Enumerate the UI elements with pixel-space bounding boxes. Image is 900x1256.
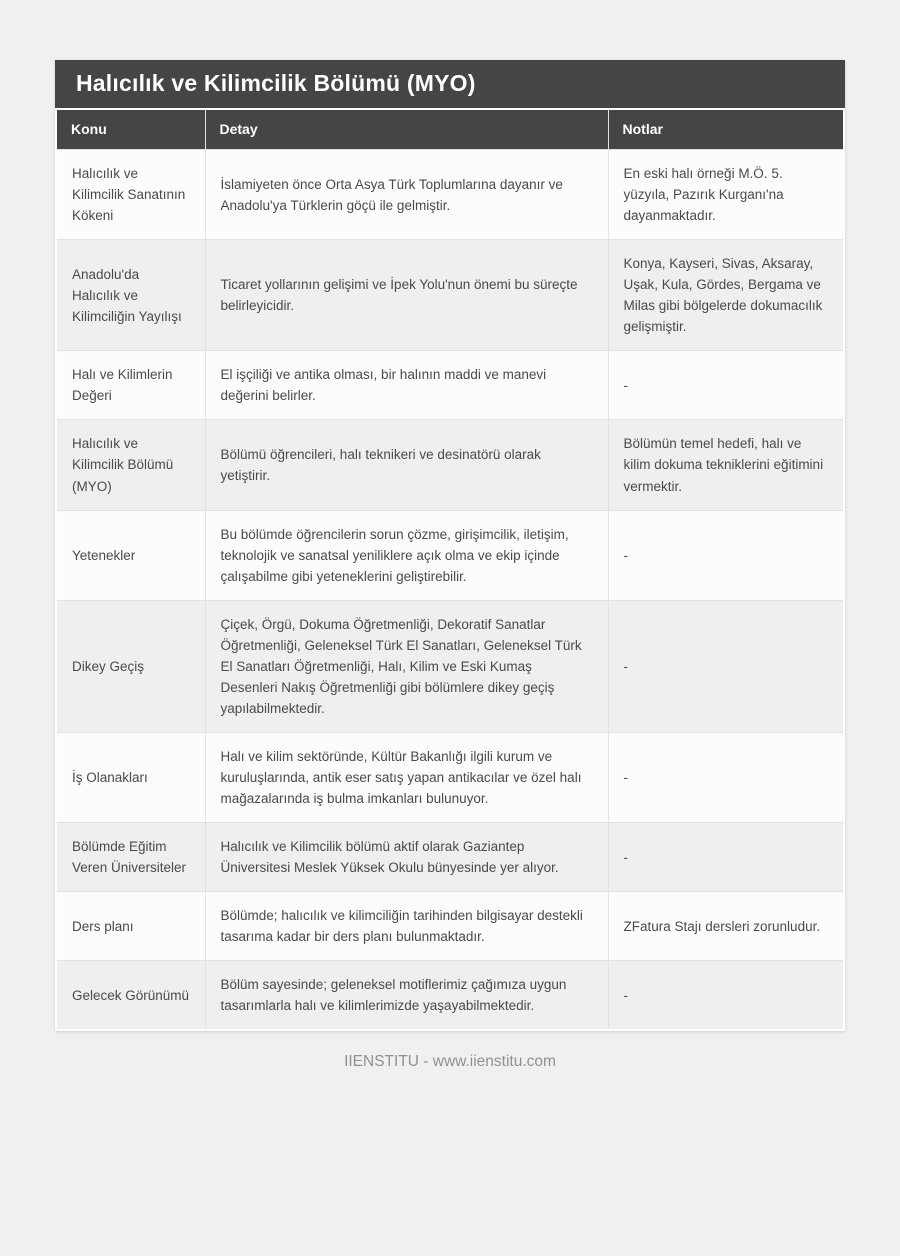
cell-konu: Halıcılık ve Kilimcilik Bölümü (MYO) <box>57 420 205 510</box>
cell-konu: Bölümde Eğitim Veren Üniversiteler <box>57 823 205 892</box>
column-header-detay: Detay <box>205 110 608 150</box>
cell-konu: İş Olanakları <box>57 732 205 822</box>
cell-detay: İslamiyeten önce Orta Asya Türk Toplumlarına dayanır ve Anadolu'ya Türklerin göçü ile gelmiştir. <box>205 150 608 240</box>
cell-notlar: - <box>608 823 843 892</box>
cell-notlar: Konya, Kayseri, Sivas, Aksaray, Uşak, Kula, Gördes, Bergama ve Milas gibi bölgelerde dokumacılık gelişmiştir. <box>608 240 843 351</box>
column-header-konu: Konu <box>57 110 205 150</box>
table-row <box>57 823 843 892</box>
info-table <box>57 110 843 1029</box>
cell-notlar: - <box>608 961 843 1030</box>
cell-notlar: ZFatura Stajı dersleri zorunludur. <box>608 892 843 961</box>
table-row <box>57 510 843 600</box>
cell-konu: Anadolu'da Halıcılık ve Kilimciliğin Yayılışı <box>57 240 205 351</box>
table-row <box>57 892 843 961</box>
column-header-notlar: Notlar <box>608 110 843 150</box>
table-row <box>57 420 843 510</box>
cell-detay: Halı ve kilim sektöründe, Kültür Bakanlığı ilgili kurum ve kuruluşlarında, antik eser satış yapan antikacılar ve özel halı mağazalarında iş bulma imkanları bulunuyor. <box>205 732 608 822</box>
cell-konu: Yetenekler <box>57 510 205 600</box>
cell-detay: El işçiliği ve antika olması, bir halının maddi ve manevi değerini belirler. <box>205 351 608 420</box>
cell-notlar: Bölümün temel hedefi, halı ve kilim dokuma tekniklerini eğitimini vermektir. <box>608 420 843 510</box>
cell-konu: Ders planı <box>57 892 205 961</box>
site-credit: IIENSTITU - www.iienstitu.com <box>344 1053 556 1071</box>
cell-konu: Halıcılık ve Kilimcilik Sanatının Kökeni <box>57 150 205 240</box>
cell-konu: Dikey Geçiş <box>57 600 205 732</box>
cell-notlar: En eski halı örneği M.Ö. 5. yüzyıla, Pazırık Kurganı'na dayanmaktadır. <box>608 150 843 240</box>
cell-notlar: - <box>608 351 843 420</box>
page-title: Halıcılık ve Kilimcilik Bölümü (MYO) <box>55 60 845 108</box>
cell-detay: Bölümü öğrencileri, halı teknikeri ve desinatörü olarak yetiştirir. <box>205 420 608 510</box>
cell-konu: Halı ve Kilimlerin Değeri <box>57 351 205 420</box>
cell-detay: Bu bölümde öğrencilerin sorun çözme, girişimcilik, iletişim, teknolojik ve sanatsal yeniliklere açık olma ve ekip içinde çalışabilme gibi yeteneklerini geliştirebilir. <box>205 510 608 600</box>
cell-konu: Gelecek Görünümü <box>57 961 205 1030</box>
table-row <box>57 240 843 351</box>
table-row <box>57 961 843 1030</box>
table-row <box>57 600 843 732</box>
table-container <box>55 108 845 1031</box>
content-card <box>55 60 845 1031</box>
cell-notlar: - <box>608 510 843 600</box>
cell-detay: Bölümde; halıcılık ve kilimciliğin tarihinden bilgisayar destekli tasarıma kadar bir ders planı bulunmaktadır. <box>205 892 608 961</box>
cell-notlar: - <box>608 600 843 732</box>
table-header-row <box>57 110 843 150</box>
cell-detay: Çiçek, Örgü, Dokuma Öğretmenliği, Dekoratif Sanatlar Öğretmenliği, Geleneksel Türk El Sanatları, Geleneksel Türk El Sanatları Öğretmenliği, Halı, Kilim ve Eski Kumaş Desenleri Nakış Öğretmenliği gibi bölümlere dikey geçiş yapılabilmektedir. <box>205 600 608 732</box>
cell-notlar: - <box>608 732 843 822</box>
table-row <box>57 732 843 822</box>
cell-detay: Bölüm sayesinde; geleneksel motiflerimiz çağımıza uygun tasarımlarla halı ve kilimlerimizde yaşayabilmektedir. <box>205 961 608 1030</box>
table-body <box>57 150 843 1030</box>
cell-detay: Ticaret yollarının gelişimi ve İpek Yolu'nun önemi bu süreçte belirleyicidir. <box>205 240 608 351</box>
cell-detay: Halıcılık ve Kilimcilik bölümü aktif olarak Gaziantep Üniversitesi Meslek Yüksek Okulu bünyesinde yer alıyor. <box>205 823 608 892</box>
table-row <box>57 150 843 240</box>
table-row <box>57 351 843 420</box>
table-header <box>57 110 843 150</box>
